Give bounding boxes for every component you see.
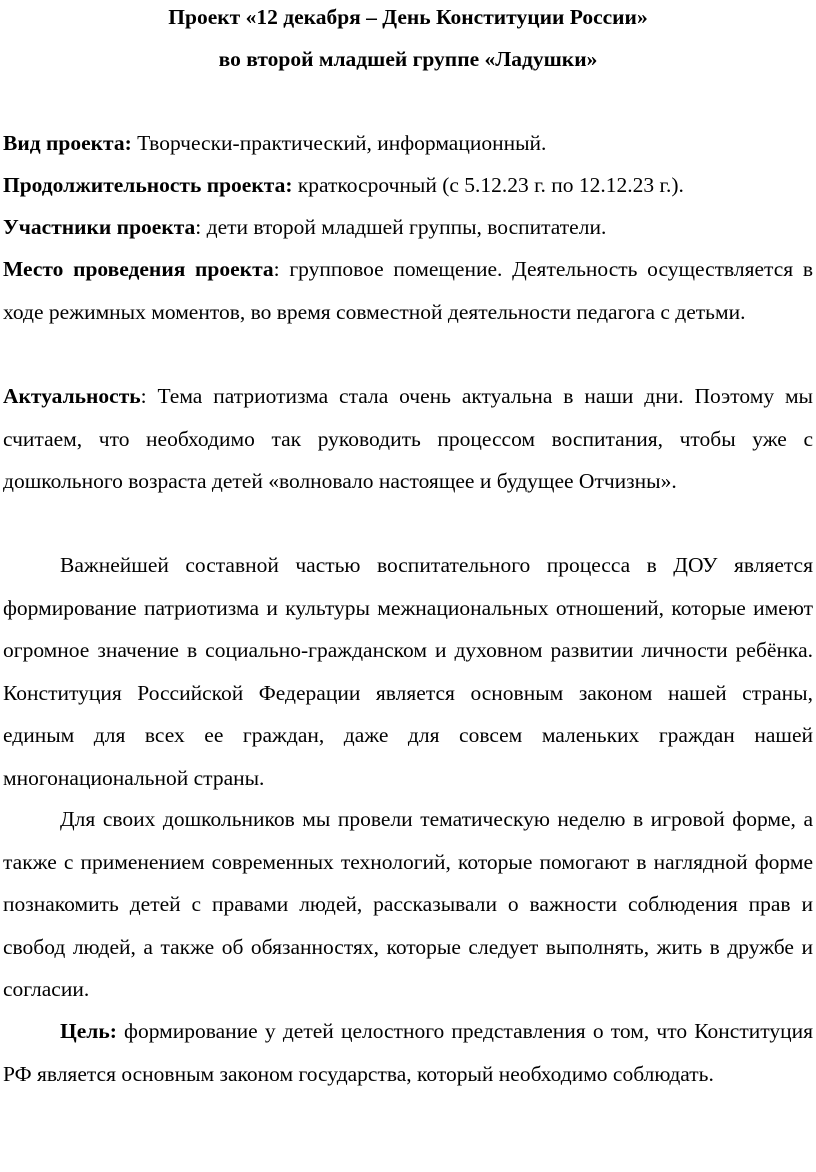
paragraph-2-text: Для своих дошкольников мы провели тематическую неделю в игровой форме, а также с применением современных технологий, которые помогают в наглядной форме познакомить детей с правами людей, рассказывали о важности соблюдения прав и свобод людей, а также об обязанностях, которые следует выполнять, жить в дружбе и согласии.: [3, 807, 813, 1001]
field-project-place-label: Место проведения проекта: [3, 257, 274, 281]
document-title-line-1: Проект «12 декабря – День Конституции России»: [168, 5, 648, 29]
goal-section: [3, 1010, 813, 1095]
goal-label: Цель:: [60, 1019, 117, 1043]
goal-value: формирование у детей целостного представления о том, что Конституция РФ является основным законом государства, который необходимо соблюдать.: [3, 1019, 813, 1086]
field-relevance: [3, 375, 813, 503]
field-project-participants: [3, 206, 813, 249]
field-project-type-label: Вид проекта:: [3, 131, 132, 155]
field-relevance-label: Актуальность: [3, 384, 141, 408]
field-project-participants-value: : дети второй младшей группы, воспитатели.: [195, 215, 607, 239]
field-project-duration-label: Продолжительность проекта:: [3, 173, 293, 197]
field-relevance-value: : Тема патриотизма стала очень актуальна в наши дни. Поэтому мы считаем, что необходимо так руководить процессом воспитания, чтобы уже с дошкольного возраста детей «волновало настоящее и будущее Отчизны».: [3, 384, 813, 493]
field-project-place: [3, 248, 813, 333]
document-title-line-2: во второй младшей группе «Ладушки»: [218, 47, 598, 71]
field-project-duration-value: краткосрочный (с 5.12.23 г. по 12.12.23 г.).: [292, 173, 684, 197]
field-project-participants-label: Участники проекта: [3, 215, 196, 239]
field-project-type: [3, 122, 813, 165]
field-project-duration: [3, 164, 813, 207]
field-project-place-value: : групповое помещение. Деятельность осуществляется в ходе режимных моментов, во время совместной деятельности педагога с детьми.: [3, 257, 813, 324]
field-project-type-value: Творчески-практический, информационный.: [131, 131, 547, 155]
paragraph-1-text: Важнейшей составной частью воспитательного процесса в ДОУ является формирование патриотизма и культуры межнациональных отношений, которые имеют огромное значение в социально-гражданском и духовном развитии личности ребёнка. Конституция Российской Федерации является основным законом нашей страны, единым для всех ее граждан, даже для совсем маленьких граждан нашей многонациональной страны.: [3, 553, 813, 790]
paragraph-2: [3, 798, 813, 1011]
paragraph-1: [3, 544, 813, 799]
